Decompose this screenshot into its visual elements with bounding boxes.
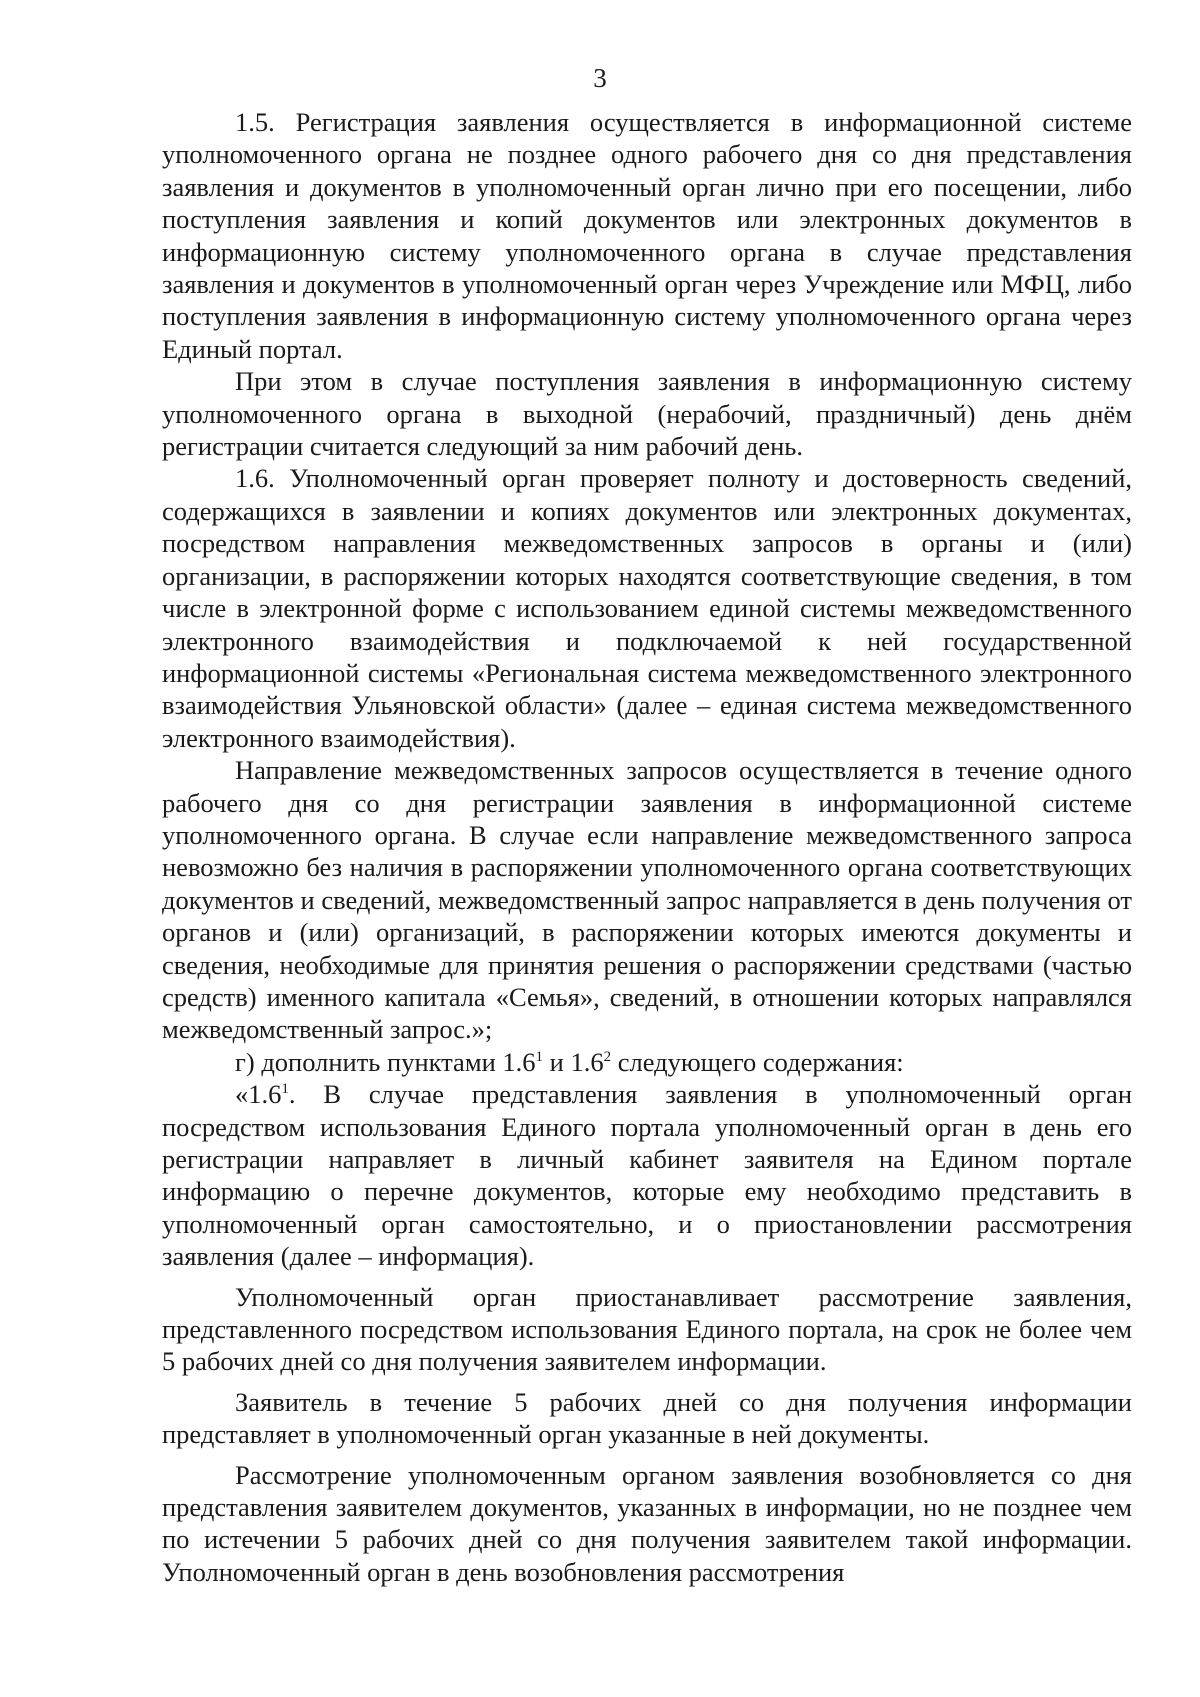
paragraph <box>162 1459 1132 1589</box>
text-run: следующего содержания: <box>611 1046 904 1077</box>
text-run: Уполномоченный орган приостанавливает рассмотрение заявления, представленного посредством использования Единого портала, на срок не более чем 5 рабочих дней со дня получения заявителем информации. <box>162 1281 1132 1377</box>
paragraph <box>162 106 1132 365</box>
paragraph <box>162 1281 1132 1378</box>
paragraph <box>162 1078 1132 1272</box>
superscript: 1 <box>535 1048 544 1065</box>
text-run: и 1.6 <box>543 1046 604 1077</box>
text-run: 1.6. Уполномоченный орган проверяет полноту и достоверность сведений, содержащихся в заявлении и копиях документов или электронных документах, посредством направления межведомственных запросов в органы и (или) организации, в распоряжении которых находятся соответствующие сведения, в том числе в электронной форме с использованием единой системы межведомственного электронного взаимодействия и подключаемой к ней государственной информационной системы «Региональная система межведомственного электронного взаимодействия Ульяновской области» (далее – единая система межведомственного электронного взаимодействия). <box>162 463 1132 753</box>
page-number: 3 <box>593 63 607 93</box>
paragraph <box>162 1386 1132 1451</box>
paragraph <box>162 365 1132 462</box>
document-body <box>162 106 1132 1588</box>
text-run: «1.6 <box>235 1079 282 1110</box>
text-run: Рассмотрение уполномоченным органом заявления возобновляется со дня представления заявителем документов, указанных в информации, но не позднее чем по истечении 5 рабочих дней со дня получения заявителем такой информации. Уполномоченный орган в день возобновления рассмотрения <box>162 1459 1132 1587</box>
paragraph <box>162 462 1132 754</box>
text-run: . В случае представления заявления в уполномоченный орган посредством использования Единого портала уполномоченный орган в день его регистрации направляет в личный кабинет заявителя на Едином портале информацию о перечне документов, которые ему необходимо представить в уполномоченный орган самостоятельно, и о приостановлении рассмотрения заявления (далее – информация). <box>162 1079 1132 1272</box>
paragraph <box>162 1046 1132 1078</box>
text-run: При этом в случае поступления заявления в информационную систему уполномоченного органа в выходной (нерабочий, праздничный) день днём регистрации считается следующий за ним рабочий день. <box>162 366 1132 462</box>
superscript: 1 <box>281 1081 289 1098</box>
text-run: 1.5. Регистрация заявления осуществляется в информационной системе уполномоченного органа не позднее одного рабочего дня со дня представления заявления и документов в уполномоченный орган лично при его посещении, либо поступления заявления и копий документов или электронных документов в информационную систему уполномоченного органа в случае представления заявления и документов в уполномоченный орган через Учреждение или МФЦ, либо поступления заявления в информационную систему уполномоченного органа через Единый портал. <box>162 107 1132 364</box>
text-run: Заявитель в течение 5 рабочих дней со дня получения информации представляет в уполномоченный орган указанные в ней документы. <box>162 1386 1132 1450</box>
text-run: Направление межведомственных запросов осуществляется в течение одного рабочего дня со дня регистрации заявления в информационной системе уполномоченного органа. В случае если направление межведомственного запроса невозможно без наличия в распоряжении уполномоченного органа соответствующих документов и сведений, межведомственный запрос направляется в день получения от органов и (или) организаций, в распоряжении которых имеются документы и сведения, необходимые для принятия решения о распоряжении средствами (частью средств) именного капитала «Семья», сведений, в отношении которых направлялся межведомственный запрос.»; <box>162 755 1132 1045</box>
superscript: 2 <box>603 1048 612 1065</box>
paragraph <box>162 754 1132 1046</box>
text-run: г) дополнить пунктами 1.6 <box>235 1046 536 1077</box>
